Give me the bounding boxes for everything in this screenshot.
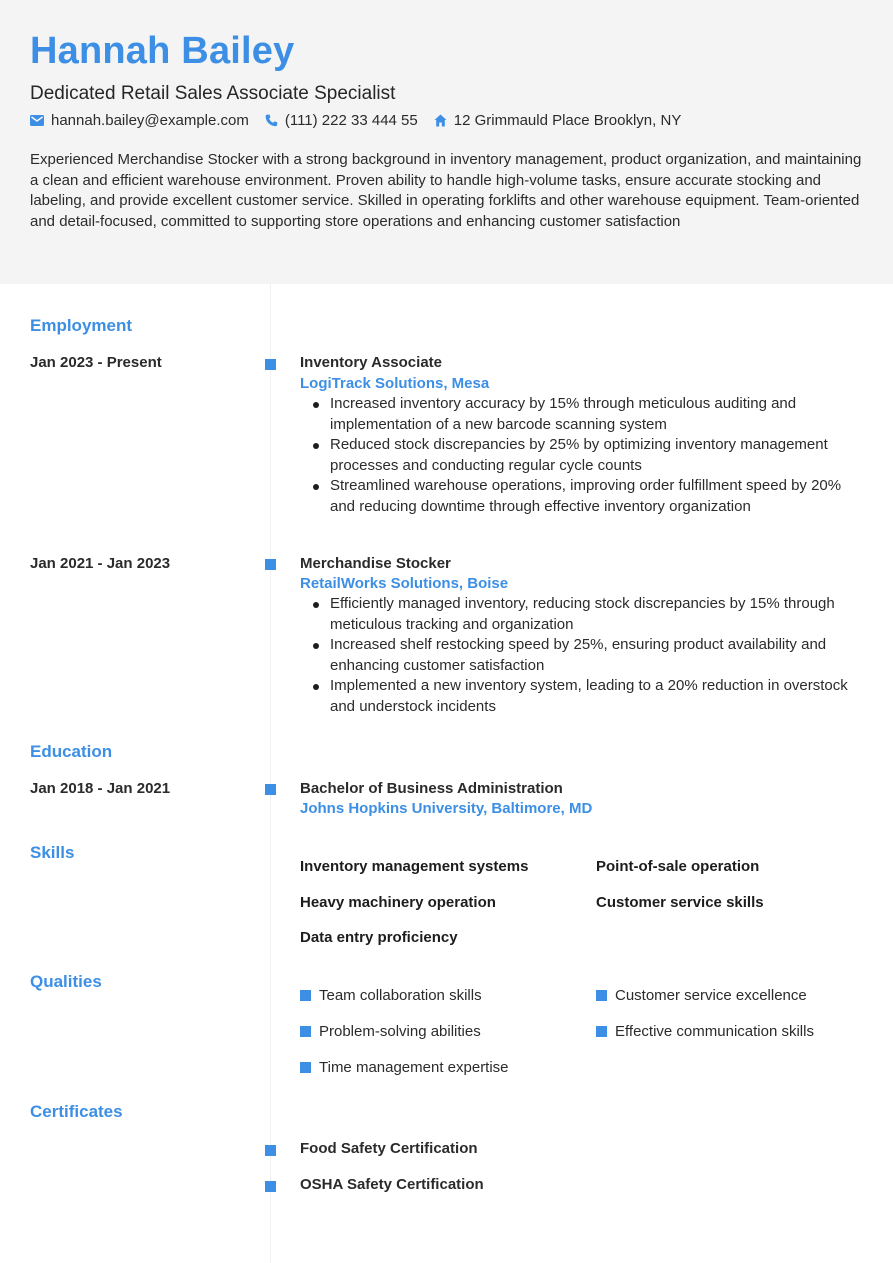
timeline-marker xyxy=(265,1145,276,1156)
quality-label: Customer service excellence xyxy=(615,987,807,1004)
square-bullet-icon xyxy=(596,1026,607,1037)
achievement-item: Implemented a new inventory system, leading to a 20% reduction in overstock and understock incidents xyxy=(300,676,870,717)
timeline-marker xyxy=(265,784,276,795)
email-icon xyxy=(30,115,44,126)
professional-summary: Experienced Merchandise Stocker with a strong background in inventory management, product organization, and maintaining a clean and efficient warehouse environment. Proven ability to handle high-volume tasks, ensure accurate stocking and labeling, and provide excellent customer service. Skilled in operating forklifts and other warehouse equipment. Team-oriented and detail-focused, committed to supporting store operations and enhancing customer satisfaction xyxy=(30,151,862,231)
job-title: Inventory Associate xyxy=(300,354,442,371)
degree-title: Bachelor of Business Administration xyxy=(300,780,563,797)
timeline-marker xyxy=(265,559,276,570)
resume-header xyxy=(0,0,893,284)
skill-item: Inventory management systems xyxy=(300,858,529,875)
quality-item xyxy=(596,1023,814,1040)
quality-item xyxy=(300,987,482,1004)
section-title-certificates: Certificates xyxy=(30,1102,123,1121)
square-bullet-icon xyxy=(300,990,311,1001)
skill-item: Point-of-sale operation xyxy=(596,858,760,875)
job-achievements xyxy=(300,594,870,718)
phone-text: (111) 222 33 444 55 xyxy=(284,112,418,129)
quality-item xyxy=(300,1059,509,1076)
achievement-item: Efficiently managed inventory, reducing stock discrepancies by 15% through meticulous tracking and organization xyxy=(300,594,870,635)
skill-item: Customer service skills xyxy=(596,894,764,911)
certificate-item: Food Safety Certification xyxy=(300,1140,478,1157)
achievement-item: Reduced stock discrepancies by 25% by optimizing inventory management processes and conducting regular cycle counts xyxy=(300,435,870,476)
job-title: Merchandise Stocker xyxy=(300,555,451,572)
quality-label: Problem-solving abilities xyxy=(319,1023,481,1040)
square-bullet-icon xyxy=(596,990,607,1001)
column-divider xyxy=(270,284,271,1263)
job-dates: Jan 2023 - Present xyxy=(30,354,162,371)
candidate-title: Dedicated Retail Sales Associate Specialist xyxy=(30,83,396,104)
quality-label: Effective communication skills xyxy=(615,1023,814,1040)
school-name: Johns Hopkins University, Baltimore, MD xyxy=(300,800,593,817)
section-title-employment: Employment xyxy=(30,316,133,335)
job-company: LogiTrack Solutions, Mesa xyxy=(300,375,490,392)
phone-icon xyxy=(265,114,278,127)
square-bullet-icon xyxy=(300,1026,311,1037)
job-achievements xyxy=(300,394,870,518)
section-title-qualities: Qualities xyxy=(30,972,102,991)
candidate-name: Hannah Bailey xyxy=(30,30,295,72)
contact-email[interactable] xyxy=(30,112,249,129)
quality-item xyxy=(300,1023,481,1040)
education-dates: Jan 2018 - Jan 2021 xyxy=(30,780,171,797)
section-title-education: Education xyxy=(30,742,113,761)
skill-item: Heavy machinery operation xyxy=(300,894,496,911)
section-title-skills: Skills xyxy=(30,843,75,862)
achievement-item: Increased inventory accuracy by 15% through meticulous auditing and implementation of a new barcode scanning system xyxy=(300,394,870,435)
email-text: hannah.bailey@example.com xyxy=(51,112,249,129)
address-text: 12 Grimmauld Place Brooklyn, NY xyxy=(453,112,682,129)
quality-item xyxy=(596,987,807,1004)
certificate-item: OSHA Safety Certification xyxy=(300,1176,484,1193)
job-company: RetailWorks Solutions, Boise xyxy=(300,575,509,592)
contact-address xyxy=(434,112,682,129)
timeline-marker xyxy=(265,1181,276,1192)
job-dates: Jan 2021 - Jan 2023 xyxy=(30,555,171,572)
home-icon xyxy=(434,114,447,127)
achievement-item: Streamlined warehouse operations, improving order fulfillment speed by 20% and reducing downtime through effective inventory organization xyxy=(300,476,870,517)
skill-item: Data entry proficiency xyxy=(300,929,458,946)
square-bullet-icon xyxy=(300,1062,311,1073)
timeline-marker xyxy=(265,359,276,370)
contact-line xyxy=(30,112,697,129)
contact-phone[interactable] xyxy=(265,112,418,129)
quality-label: Time management expertise xyxy=(319,1059,509,1076)
achievement-item: Increased shelf restocking speed by 25%, ensuring product availability and enhancing customer satisfaction xyxy=(300,635,870,676)
quality-label: Team collaboration skills xyxy=(319,987,482,1004)
